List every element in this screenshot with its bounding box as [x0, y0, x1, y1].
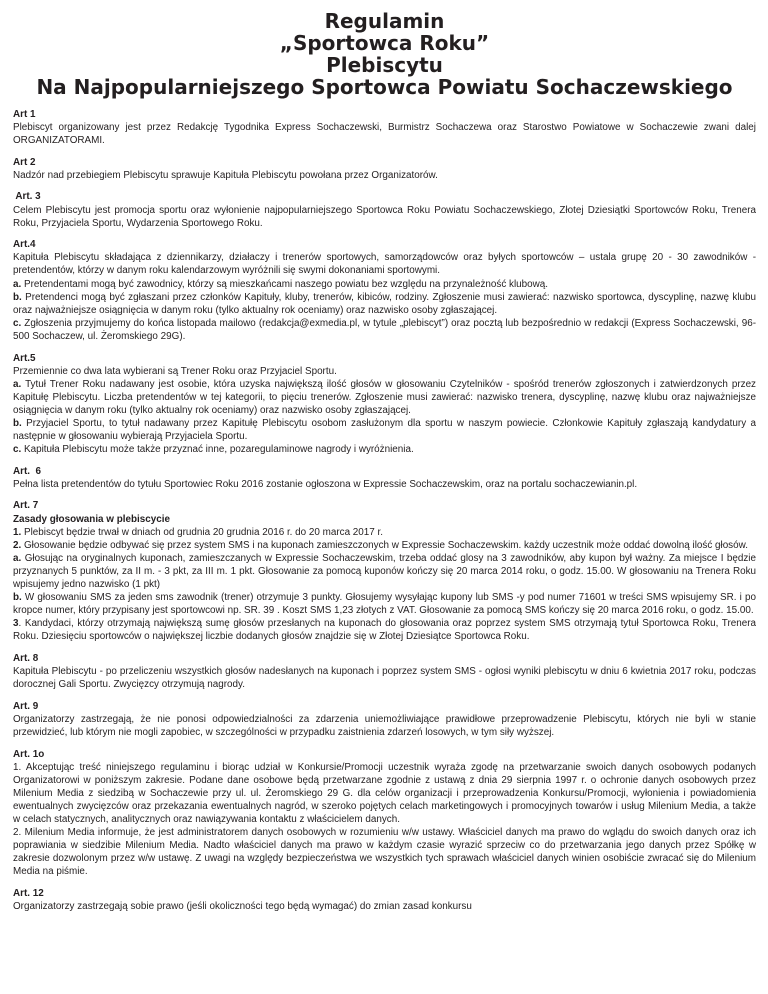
article-intro: Kapituła Plebiscytu składająca z dziennikarzy, działaczy i trenerów sportowych, samorządowców oraz byłych sportowców – ustala grupę 20 - 30 zawodników - pretendentów, którzy w danym roku kalendarzowym wyróżnili się swymi dokonaniami sportowymi. [13, 252, 756, 277]
article-subheading: Zasady głosowania w plebiscycie [13, 513, 170, 525]
article-heading: Art. 8 [13, 652, 39, 664]
article-2 [13, 156, 756, 182]
article-text: Plebiscyt organizowany jest przez Redakcję Tygodnika Express Sochaczewski, Burmistrz Sochaczewa oraz Starostwo Powiatowe w Sochaczewie zwani dalej ORGANIZATORAMI. [13, 122, 756, 147]
point-text: Głosowanie będzie odbywać się przez system SMS i na kuponach zamieszczonych w Expressie Sochaczewskim. każdy uczestnik może oddać dowolną ilość głosów. [21, 539, 748, 551]
title-line-2: „Sportowca Roku” [279, 31, 490, 55]
article-point-3 [13, 617, 756, 643]
point-text: Kapituła Plebiscytu może także przyznać inne, pozaregulaminowe nagrody i wyróżnienia. [21, 444, 414, 456]
point-text: Tytuł Trener Roku nadawany jest osobie, która uzyska największą ilość głosów w głosowaniu Czytelników - spośród trenerów zgłoszonych i zatwierdzonych przez Kapitułę Plebiscytu. Liczba pretendentów w tej kategorii, to pięciu trenerów. Zgłoszenie musi zawierać: nazwisko trenera, dyscyplinę, nazwę klubu oraz najważniejsze osiągnięcia w danym roku (tylko aktualny rok oceniamy) oraz nazwisko osoby zgłaszającej. [13, 378, 756, 416]
document-title [13, 10, 756, 98]
point-text: Pretendentami mogą być zawodnicy, którzy są mieszkańcami naszego powiatu bez względu na przynależność klubową. [21, 278, 548, 290]
article-heading: Art. 6 [13, 465, 41, 477]
article-point-a [13, 278, 756, 291]
article-text: Nadzór nad przebiegiem Plebiscytu sprawuje Kapituła Plebiscytu powołana przez Organizatorów. [13, 169, 438, 181]
point-label: c. [13, 444, 22, 456]
article-point-a [13, 378, 756, 417]
article-5 [13, 352, 756, 457]
article-3 [13, 190, 756, 229]
point-text: Plebiscyt będzie trwał w dniach od grudnia 20 grudnia 2016 r. do 20 marca 2017 r. [21, 526, 384, 538]
article-12 [13, 887, 756, 913]
point-text: Przyjaciel Sportu, to tytuł nadawany przez Kapitułę Plebiscytu osobom zasłużonym dla sportu w naszym powiecie. Członkowie Kapituły zgłaszają kandydatury a następnie w głosowaniu wybierają Przyjaciela Sportu. [13, 417, 756, 443]
article-heading: Art 2 [13, 156, 36, 168]
point-text: Zgłoszenia przyjmujemy do końca listopada mailowo (redakcja@exmedia.pl, w tytule „plebiscyt”) oraz pocztą lub bezpośrednio w redakcji (Express Sochaczewski, 96-500 Sochaczew, ul. Żeromskiego 29G). [13, 317, 756, 342]
article-point-1 [13, 526, 756, 539]
article-9 [13, 700, 765, 739]
article-intro: Przemiennie co dwa lata wybierani są Trener Roku oraz Przyjaciel Sportu. [13, 365, 337, 377]
title-line-3: Plebiscytu [326, 53, 443, 77]
article-6 [13, 465, 756, 491]
article-heading: Art 1 [13, 109, 36, 120]
point-label: c. [13, 317, 22, 329]
article-4 [13, 238, 756, 343]
point-text: . Kandydaci, którzy otrzymają największą sumę głosów przesłanych na kuponach do głosowania oraz poprzez system SMS otrzymają tytuł Sportowca Roku, Trenera Roku. Dziesięciu sportowców o największej liczbie dodanych głosów znajdzie się w Złotej Dziesiątce Sportowca Roku. [13, 618, 756, 643]
point-label: a. [13, 278, 22, 290]
article-1 [13, 108, 756, 147]
article-point-1: 1. Akceptując treść niniejszego regulaminu i biorąc udział w Konkursie/Promocji uczestnik wyraża zgodę na przetwarzanie swoich danych osobowych podanych Organizatorowi w poniższym zakresie. Podane dane osobowe będą przetwarzane zgodnie z ustawą z dnia 29 sierpnia 1997 r. o ochronie danych osobowych przez Milenium Media z siedzibą w Sochaczewie przy ul. ul. Żeromskiego 29 G. dla celów organizacji i przeprowadzenia Konkursu/Promocji, wyłonienia i powiadomienia ewentualnych zwycięzców oraz przekazania ewentualnych nagród, w szeroko pojętych celach marketingowych i promocyjnych towarów i usług Milenium Media, a także w celach statycznych, analitycznych oraz nawiązywania kontaktu z właścicielem danych. [13, 761, 756, 825]
article-8 [13, 652, 756, 691]
article-heading: Art.4 [13, 239, 36, 251]
title-line-1: Regulamin [324, 9, 445, 33]
article-point-c [13, 443, 756, 456]
article-text: Kapituła Plebiscytu - po przeliczeniu wszystkich głosów nadesłanych na kuponach i poprzez system SMS - ogłosi wyniki plebiscytu w dniu 6 kwietnia 2017 roku, podczas dorocznej Gali Sportu. Zwycięzcy otrzymują nagrody. [13, 666, 756, 691]
article-heading: Art. 12 [13, 887, 44, 899]
article-text: Organizatorzy zastrzegają sobie prawo (jeśli okoliczności tego będą wymagać) do zmian zasad konkursu [13, 901, 472, 913]
article-point-2 [13, 539, 756, 552]
point-text: W głosowaniu SMS za jeden sms zawodnik (trener) otrzymuje 3 punkty. Głosujemy wysyłając kupony lub SMS -y pod numer 71601 w treści SMS wpisujemy SR. i po kropce numer, który przypisany jest sportowcowi np. SR. 39 . Koszt SMS 1,23 złotych z VAT. Głosowanie za pomocą SMS kończy się 20 marca 2016 roku, o godz. 15.00. [13, 592, 756, 617]
article-heading: Art. 7 [13, 500, 39, 512]
point-label: 1. [13, 526, 22, 538]
article-point-b [13, 591, 756, 617]
title-line-4: Na Najpopularniejszego Sportowca Powiatu Sochaczewskiego [36, 75, 733, 99]
point-text: Głosując na oryginalnych kuponach, zamieszczanych w Expressie Sochaczewskim, trzeba oddać glosy na 3 zawodników, aby kupon był ważny. Za miejsce I będzie przyznanych 5 punktów, za II m. - 3 pkt, za III m. 1 pkt. Głosowanie za pomocą kuponów kończy się 20 marca 2014 roku, o godz. 15.00. W głosowaniu na Trenera Roku wpisujemy jedno nazwisko (1 pkt) [13, 552, 756, 590]
article-point-b [13, 291, 756, 317]
article-heading: Art.5 [13, 352, 36, 364]
article-heading: Art. 3 [13, 191, 41, 203]
article-point-c [13, 317, 756, 343]
point-text: Pretendenci mogą być zgłaszani przez członków Kapituły, kluby, trenerów, kibiców, rodziny. Zgłoszenie musi zawierać: nazwisko sportowca, dyscyplinę, nazwę klubu oraz najważniejsze osiągnięcia w danym roku (tylko aktualny rok oceniamy) oraz nazwisko osoby zgłaszającej. [13, 291, 756, 316]
point-label: b. [13, 291, 22, 303]
point-label: 3 [13, 618, 19, 630]
point-label: a. [13, 378, 22, 390]
article-point-a [13, 552, 756, 591]
article-10 [13, 748, 756, 879]
article-text: Celem Plebiscytu jest promocja sportu oraz wyłonienie najpopularniejszego Sportowca Roku Powiatu Sochaczewskiego, Złotej Dziesiątki Sportowców Roku, Trenera Roku, Przyjaciela Sportu, Wydarzenia Sportowego Roku. [13, 204, 756, 229]
article-point-2: 2. Milenium Media informuje, że jest administratorem danych osobowych w rozumieniu w/w ustawy. Właściciel danych ma prawo do wglądu do swoich danych oraz ich poprawiania w siedzibie Milenium Media. Nadto właściciel danych ma prawo w każdym czasie wyrazić sprzeciw co do przetwarzania jego danych przez Spółkę w zakresie dozwolonym przez w/w ustawę. Z uwagi na względy bezpieczeństwa we wszystkich tych sprawach właściciel danych winien osobiście zwracać się do Milenium Media na piśmie. [13, 827, 756, 878]
point-label: b. [13, 417, 22, 429]
point-label: b. [13, 592, 22, 604]
point-label: 2. [13, 539, 22, 551]
article-text: Organizatorzy zastrzegają, że nie ponosi odpowiedzialności za zdarzenia uniemożliwiające prawidłowe przeprowadzenie Plebiscytu, których nie byli w stanie przewidzieć, lub którym nie mogli zapobiec, w szczególności w przypadku zaistnienia zdarzeń losowych, w tym siły wyższej. [13, 713, 765, 738]
article-7 [13, 499, 756, 643]
article-heading: Art. 1o [13, 748, 45, 760]
article-heading: Art. 9 [13, 700, 39, 712]
point-label: a. [13, 552, 22, 564]
article-point-b [13, 417, 756, 443]
article-text: Pełna lista pretendentów do tytułu Sportowiec Roku 2016 zostanie ogłoszona w Expressie Sochaczewskim, oraz na portalu sochaczewianin.pl. [13, 478, 638, 490]
